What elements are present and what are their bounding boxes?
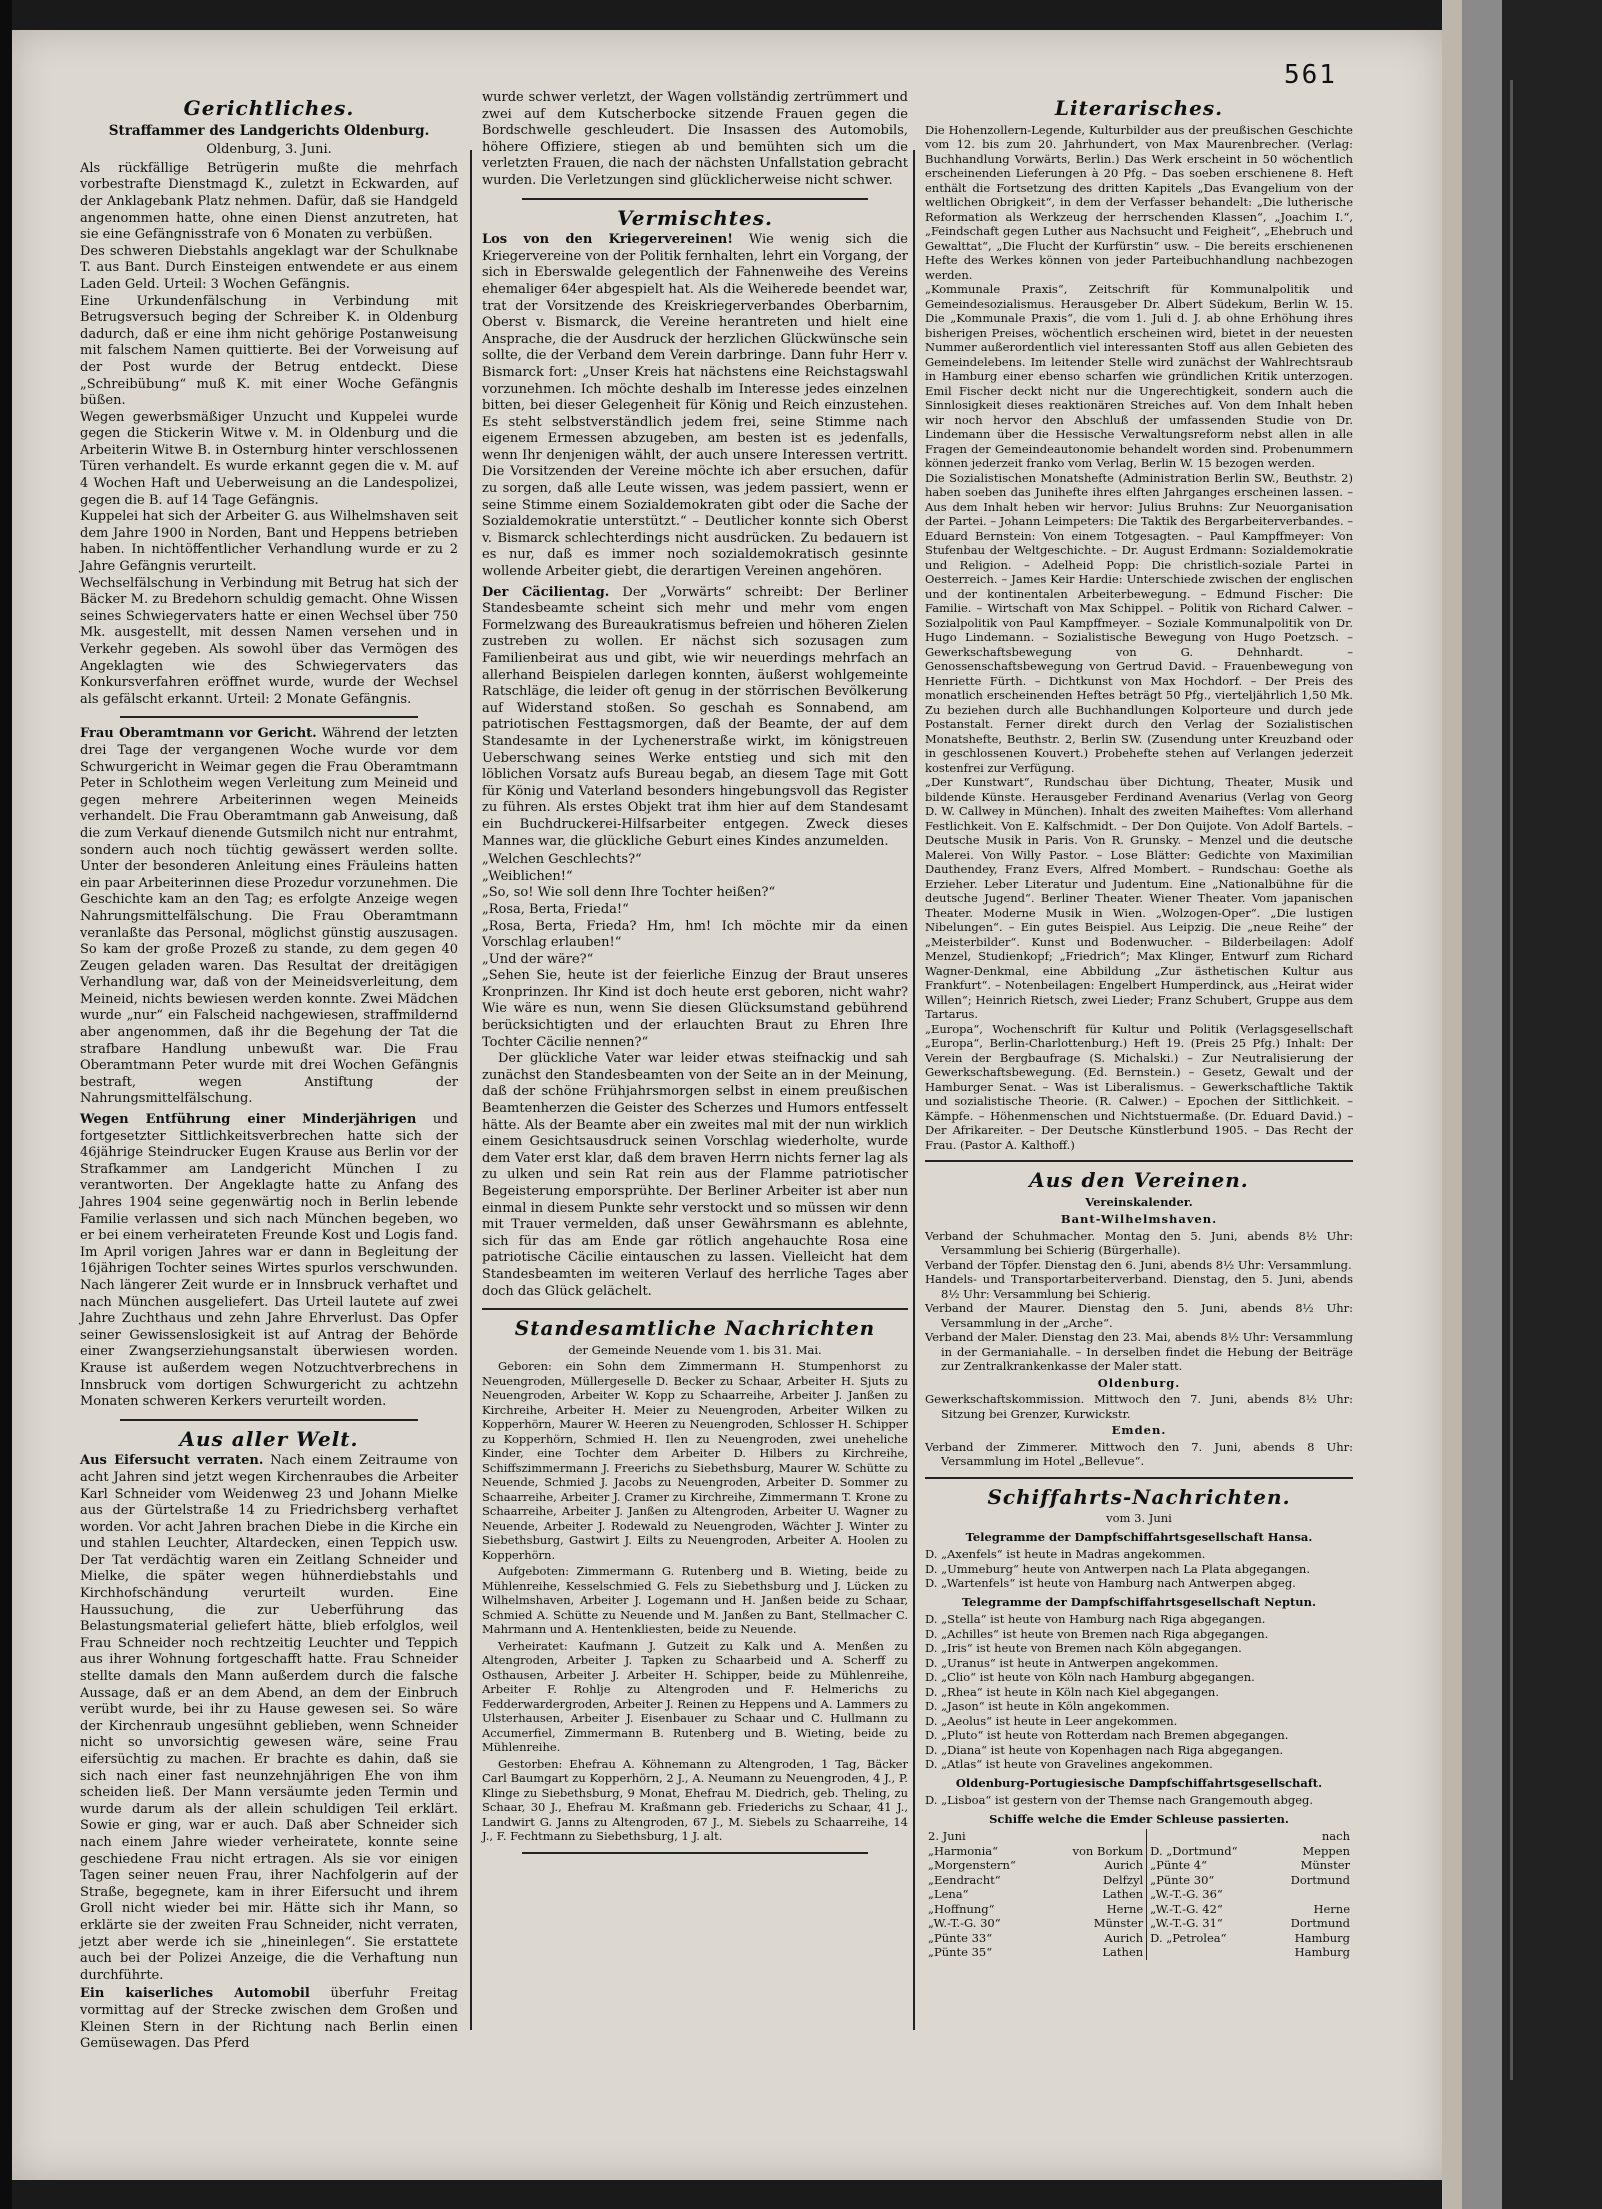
table-row [925,1873,1353,1888]
table-cell: Herne [1106,1901,1144,1916]
table-row [925,1945,1353,1960]
ship-telegram: D. „Wartenfels“ ist heute von Hamburg nach Antwerpen abgeg. [925,1576,1296,1591]
table-cell: „Lena“ [928,1887,969,1902]
meeting-notice: Verband der Schuhmacher. Montag den 5. Juni, abends 8½ Uhr: Versammlung bei Schierig (Bürgerhalle). [925,1228,1353,1258]
telegram-list [925,1547,1353,1591]
article-caecilientag-end: Der glückliche Vater war leider etwas steifnackig und sah zunächst den Standesbeamten von der Seite an in der Meinung, daß der schöne Frühjahrsmorgen selbst in einem preußischen Beamtenherzen die Geister des Scherzes und Humors entfesselt hätte. Als der Beamte aber ein zweites mal mit der nun wirklich einem Gesichtsausdruck seinen Vorschlag wiederholte, wurde dem Vater erst klar, daß dem braven Herrn nichts ferner lag als zu ulken und sein Rat rein aus der Flamme patriotischer Begeisterung emporsprühte. Der Berliner Arbeiter ist aber nun einmal in diesem Punkte sehr verstockt und so müssen wir denn mit Trauer vermelden, daß unser Gewährsmann es ablehnte, sich für das am Ende gar rötlich angehauchte Rosa eine patriotische Cäcilie eintauschen zu lassen. Vielleicht hat dem Standesbeamten im weiteren Verlauf des herrliche Tages aber doch das Glück gelächelt. [482,1051,908,1299]
ship-telegram: D. „Jason“ ist heute in Köln angekommen. [925,1699,1170,1714]
page-edge [1442,0,1462,2209]
article-body: Wie wenig sich die Kriegervereine von der Politik fernhalten, lehrt ein Vorgang, der sich in Eberswalde gelegentlich der Fahnenweihe des Vereins ehemaliger 64er abgespielt hat. Als die Weiherede beendet war, trat der Vorsitzende des Kreiskriegerverbandes Oberbarnim, Oberst v. Bismarck, die Vereine herantreten und hielt eine Ansprache, die der Ausdruck der herzlichen Glückwünsche sein sollte, die der Verband dem Verein darbringe. Dann fuhr Herr v. Bismarck fort: „Unser Kreis hat nächstens eine Reichstagswahl vorzunehmen. Ich möchte deshalb im Interesse jedes einzelnen bitten, bei dieser Gelegenheit für König und Reich einzustehen. Es steht selbstverständlich jedem frei, seine Stimme nach eigenem Ermessen abzugeben, am besten ist es jedenfalls, wenn Ihr denjenigen wählt, der auch unsere Interessen vertritt. Die Vorsitzenden der Vereine möchte ich aber ersuchen, dafür zu sorgen, daß alle Leute wissen, was jedem passiert, wenn er seine Stimme einem Sozialdemokraten gibt oder die Sache der Sozialdemokratie unterstützt.“ – Deutlicher konnte sich Oberst v. Bismarck schlechterdings nicht ausdrücken. Zu bedauern ist es nur, daß es immer noch sozialdemokratisch gesinnte wollende Arbeiter giebt, die derartigen Vereinen angehören. [482,232,908,580]
table-cell: Aurich [1104,1930,1144,1945]
ship-telegram: D. „Clio“ ist heute von Köln nach Hamburg abgegangen. [925,1670,1255,1685]
table-header-cell: 2. Juni [928,1829,966,1844]
place-heading: Emden. [1111,1423,1167,1438]
table-row [925,1902,1353,1917]
table-cell: Hamburg [1294,1930,1350,1945]
binding-crease [1510,80,1513,2080]
section-title-gerichtliches: Gerichtliches. [183,96,355,120]
divider [925,1477,1353,1479]
table-row [925,1887,1353,1902]
ship-telegram: D. „Atlas“ ist heute von Gravelines angekommen. [925,1757,1213,1772]
column-rule-right [913,150,915,2030]
telegram-list [925,1793,1353,1808]
table-row [925,1931,1353,1946]
article-lead: Los von den Kriegervereinen! [482,232,733,248]
column-rule-left [470,150,472,2030]
book-review: „Europa“, Wochenschrift für Kultur und Politik (Verlagsgesellschaft „Europa“, Berlin-Charlottenburg.) Heft 19. (Preis 25 Pfg.) Inhalt: Der Verein der Bergbaufrage (S. Michalski.) – Zur Neutralisierung der Gewerkschaftsbewegung. (Ed. Bernstein.) – Gesetz, Gewalt und der Hamburger Senat. – Was ist Liberalismus. – Gewerkschaftliche Taktik und sozialistische Theorie. (R. Calwer.) – Epochen der Sittlichkeit. – Kämpfe. – Höhenmenschen und Nichtstuermaße. (Dr. Eduard David.) – Der Afrikareiter. – Der Deutsche Künstlerbund 1905. – Das Recht der Frau. (Pastor A. Kalthoff.) [925,1021,1353,1152]
article-entfuehrung [80,1112,458,1411]
ship-telegram: D. „Aeolus“ ist heute in Leer angekommen. [925,1713,1178,1728]
table-cell: D. „Petrolea“ [1147,1931,1269,1946]
ship-telegram: D. „Rhea“ ist heute in Köln nach Kiel abgegangen. [925,1684,1219,1699]
table-cell: „W.-T.-G. 42“ [1147,1902,1269,1917]
vereine-list [925,1440,1353,1469]
dialog-line: „So, so! Wie soll denn Ihre Tochter heißen?“ [482,885,776,901]
ship-telegram: D. „Iris“ ist heute von Bremen nach Köln abgegangen. [925,1641,1242,1656]
article-lead: Der Cäcilientag. [482,584,610,600]
meeting-notice: Verband der Maler. Dienstag den 23. Mai, abends 8½ Uhr: Versammlung in der Germaniahalle. – In derselben findet die Hebung der Beiträge zur Zentralkrankenkasse der Maler statt. [925,1330,1353,1374]
book-review: „Der Kunstwart“, Rundschau über Dichtung, Theater, Musik und bildende Künste. Herausgeber Ferdinand Avenarius (Verlag von Georg D. W. Callwey in München). Inhalt des zweiten Maiheftes: Vom allerhand Festlichkeit. Von E. Kalfschmidt. – Der Don Quijote. Von Adolf Bartels. – Deutsche Musik in Paris. Von R. Grunsky. – Menzel und die deutsche Malerei. Von Willy Pastor. – Lose Blätter: Gedichte von Maximilian Dauthendey, Franz Evers, Alfred Mombert. – Rundschau: Goethe als Erzieher. Leber Literatur und Judentum. Eine „Nationalbühne für die deutsche Jugend“. Berliner Theater. Wiener Theater. Vom japanischen Theater. Moderne Musik in Wien. „Wolzogen-Oper“. „Die lustigen Nibelungen“. – Ein gutes Beispiel. Aus Leipzig. Die „neue Reihe“ der „Meisterbilder“. Kunst und Bodenwucher. – Bilderbeilagen: Adolf Menzel, Studienkopf; „Friedrich“; Max Klinger, Entwurf zum Richard Wagner-Denkmal, eine Abbildung „Zur ästhetischen Kultur aus Frankfurt“. – Notenbeilagen: Engelbert Humperdinck, aus „Heirat wider Willen“; Heinrich Rietsch, zwei Lieder; Franz Schubert, Gruppe aus dem Tartarus. [925,775,1353,1022]
table-cell: Münster [1300,1858,1350,1873]
table-cell: Lathen [1102,1887,1144,1902]
article-paragraph: Kuppelei hat sich der Arbeiter G. aus Wilhelmshaven seit dem Jahre 1900 in Norden, Bant und Heppens betrieben haben. In nichtöffentlicher Verhandlung wurde er zu 2 Jahre Gefängnis verurteilt. [80,509,458,575]
ship-telegram: D. „Lisboa“ ist gestern von der Themse nach Grangemouth abgeg. [925,1793,1314,1808]
divider [120,1419,418,1421]
dialog-line: „Sehen Sie, heute ist der feierliche Einzug der Braut unseres Kronprinzen. Ihr Kind ist doch heute erst geboren, nicht wahr? Wie wäre es nun, wenn Sie diesen Glücksumstand gebührend berücksichtigten und der erlauchten Braut zu Ehren Ihre Tochter Cäcilie nennen?“ [482,968,908,1050]
table-cell: „Eendracht“ [928,1872,1001,1887]
divider [522,1852,868,1854]
article-caecilientag [482,585,908,851]
ship-telegram: D. „Ummeburg“ heute von Antwerpen nach La Plata abgegangen. [925,1561,1310,1576]
meeting-notice: Verband der Töpfer. Dienstag den 6. Juni, abends 8½ Uhr: Versammlung. [925,1257,1352,1272]
section-title-vereine: Aus den Vereinen. [1029,1168,1249,1193]
column-right [925,90,1353,1960]
meeting-notice: Verband der Zimmerer. Mittwoch den 7. Juni, abends 8 Uhr: Versammlung im Hotel „Bellevue“. [925,1439,1353,1469]
article-paragraph: Des schweren Diebstahls angeklagt war der Schulknabe T. aus Bant. Durch Einsteigen entwendete er aus einem Laden Geld. Urteil: 3 Wochen Gefängnis. [80,243,458,292]
table-cell: Lathen [1102,1945,1144,1960]
table-cell: Münster [1093,1916,1144,1931]
section-subtitle: Vereinskalender. [1085,1194,1193,1209]
table-cell: „Harmonia“ [928,1843,998,1858]
article-body: Nach einem Zeitraume von acht Jahren sind jetzt wegen Kirchenraubes die Arbeiter Karl Schneider vom Weidenweg 23 und Johann Mielke aus der Gürtelstraße 14 zu Friedrichsberg verhaftet worden. Vor acht Jahren brachen Diebe in die Kirche ein und stahlen Leuchter, Altardecken, einen Teppich usw. Der Tat verdächtig waren ein Zeitlang Schneider und Mielke, die später wegen hühnerdiebstahls und Kirchhofschändung verurteilt wurden. Eine Haussuchung, die zur Ueberführung das Belastungsmaterial geliefert hätte, blieb erfolglos, weil Frau Schneider noch rechtzeitig Leuchter und Teppich aus ihrer Wohnung fortgeschafft hatte. Frau Schneider stellte damals den Mann außerdem durch die falsche Aussage, daß er an dem Abend, an dem der Einbruch verübt wurde, bei ihr zu Hause gewesen sei. So wäre der Kirchenraub ungesühnt geblieben, wenn Schneider nicht so unvorsichtig gewesen wäre, seine Frau eifersüchtig zu machen. Er brachte es dahin, daß sie sich nach einer fast neunzehnjährigen Ehe von ihm scheiden ließ. Der Mann versäumte jeden Termin und wurde darum als der allein schuldigen Teil erklärt. Sowie er ging, war er auch. Daß aber Schneider sich nach einem Jahre wieder verheiratete, konnte seine geschiedene Frau nicht ertragen. Als sie vor einigen Tagen seiner neuen Frau, ihrer Nachfolgerin auf der Straße, begegnete, kam in ihrer Eifersucht und ihrem Groll nicht wieder bei mir. Hätte sich ihr Mann, so erklärte sie der zweiten Frau Schneider, nicht verraten, jetzt aber werde ich sie „hineinlegen“. Sie erstattete auch bei der Polizei Anzeige, die die Verhaftung nun durchführte. [80,1453,458,1983]
standesamt-verheiratet: Verheiratet: Kaufmann J. Gutzeit zu Kalk und A. Menßen zu Altengroden, Arbeiter J. Tapken zu Schaarbeid und A. Scherff zu Osthausen, Arbeiter J. Arbeiter H. Schipper, beide zu Mühlenreihe, Arbeiter F. Rohlje zu Altengroden und F. Helmerichs zu Fedderwardergroden, Arbeiter J. Reinen zu Heppens und A. Lammers zu Ulsterhausen, Arbeiter J. Eisenbauer zu Schaar und C. Hullmann zu Accumerfiel, Zimmermann B. Rutenberg und B. Wieting, beide zu Mühlenreihe. [482,1638,908,1755]
book-review: Die Sozialistischen Monatshefte (Administration Berlin SW., Beuthstr. 2) haben soeben das Junihefte ihres elften Jahrganges erscheinen lassen. – Aus dem Inhalt heben wir hervor: Julius Bruhns: Zur Neuorganisation der Partei. – Johann Leimpeters: Die Taktik des Bergarbeiterverbandes. – Eduard Bernstein: Von einem Totgesagten. – Paul Kampffmeyer: Von Stufenbau der Weltgeschichte. – Dr. August Erdmann: Sozialdemokratie und Religion. – Adelheid Popp: Die christlich-soziale Partei in Oesterreich. – James Keir Hardie: Unterschiede zwischen der englischen und der kontinentalen Arbeiterbewegung. – Edmund Fischer: Die Familie. – Wirtschaft von Max Schippel. – Politik von Richard Calwer. – Sozialpolitik von Paul Kampffmeyer. – Soziale Kommunalpolitik von Dr. Hugo Lindemann. – Sozialistische Bewegung von Hugo Poetzsch. – Gewerkschaftsbewegung von G. Dehnhardt. – Genossenschaftsbewegung von Gertrud David. – Frauenbewegung von Henriette Fürth. – Dichtkunst von Max Hochdorf. – Der Preis des monatlich erscheinenden Heftes beträgt 50 Pfg., vierteljährlich 1,50 Mk. Zu beziehen durch alle Buchhandlungen Kolporteure und durch jede Postanstalt. Ferner direkt durch den Verlag der Sozialistischen Monatshefte, Beuthstr. 2, Berlin SW. (Zusendung unter Kreuzband oder in geschlossenen Kouvert.) Probehefte stehen auf Verlangen jederzeit kostenfrei zur Verfügung. [925,470,1353,775]
section-title-standesamt: Standesamtliche Nachrichten [514,1316,876,1341]
table-cell: „Hoffnung“ [928,1901,995,1916]
table-cell: Delfzyl [1102,1872,1144,1887]
meeting-notice: Gewerkschaftskommission. Mittwoch den 7. Juni, abends 8½ Uhr: Sitzung bei Grenzer, Kurwickstr. [925,1392,1353,1421]
article-body: Während der letzten drei Tage der vergangenen Woche wurde vor dem Schwurgericht in Weimar gegen die Frau Oberamtmann Peter in Schlotheim wegen Verleitung zum Meineid und gegen mehrere Arbeiterinnen wegen Meineids verhandelt. Die Frau Oberamtmann gab Anweisung, daß die zum Verkauf dienende Gutsmilch nicht nur entrahmt, sondern auch noch tüchtig gewässert werden sollte. Unter der besonderen Anleitung eines Fräuleins hatten ein paar Arbeiterinnen diese Prozedur vorzunehmen. Die Geschichte kam an den Tag; es erfolgte Anzeige wegen Nahrungsmittelfälschung. Die Frau Oberamtmann veranlaßte das Personal, möglichst günstig auszusagen. So kam der große Prozeß zu stande, zu dem gegen 40 Zeugen geladen waren. Das Resultat der dreitägigen Verhandlung war, daß von der Meineidsverleitung, dem Meineid, nichts bewiesen werden konnte. Zwei Mädchen wurde „nur“ ein Falscheid nachgewiesen, straffmildernd aber angenommen, daß ihr die Begehung der Tat die strafbare Handlung unbewußt war. Die Frau Oberamtmann Peter wurde mit drei Wochen Gefängnis bestraft, wegen Anstiftung der Nahrungsmittelfälschung. [80,726,458,1107]
telegram-heading: Telegramme der Dampfschiffahrtsgesellschaft Hansa. [965,1529,1313,1544]
dateline: Oldenburg, 3. Juni. [206,142,332,158]
section-title-aus-aller-welt: Aus aller Welt. [179,1426,359,1451]
table-header-row [925,1829,1353,1844]
article-body: und fortgesetzter Sittlichkeitsverbrechen hatte sich der 46jährige Steindrucker Eugen Krause aus Berlin vor der Strafkammer am Landgericht München I zu verantworten. Der Angeklagte hatte zu Anfang des Jahres 1904 seine gegenwärtig noch in Berlin lebende Familie verlassen und sich nach München begeben, wo er bei einem verheirateten Freunde Kost und Logis fand. Im April vorigen Jahres war er dann in Begleitung der 16jährigen Tochter seines Wirtes spurlos verschwunden. Nach längerer Zeit wurde er in Innsbruck verhaftet und nach München ausgeliefert. Das Urteil lautete auf zwei Jahre Zuchthaus und zehn Jahre Ehrverlust. Das Opfer seiner Gewissenslosigkeit ist auf Antrag der Behörde einer Zwangserziehungsanstalt überwiesen worden. Krause ist außerdem wegen Notzuchtverbrechens in Innsbruck vom dortigen Schwurgericht zu achtzehn Monaten schweren Kerkers verurteilt worden. [80,1112,458,1410]
book-binding [1502,0,1602,2209]
table-cell: „W.-T.-G. 36“ [1147,1887,1269,1902]
section-title-literarisches: Literarisches. [1054,96,1224,120]
meeting-notice: Verband der Maurer. Dienstag den 5. Juni, abends 8½ Uhr: Versammlung in der „Arche“. [925,1301,1353,1330]
section-subtitle: der Gemeinde Neuende vom 1. bis 31. Mai. [568,1342,822,1357]
ship-telegram: D. „Uranus“ ist heute in Antwerpen angekommen. [925,1655,1219,1670]
standesamt-gestorben: Gestorben: Ehefrau A. Köhnemann zu Altengroden, 1 Tag, Bäcker Carl Baumgart zu Kopperhörn, 2 J., A. Neumann zu Neuengroden, 4 J., P. Klinge zu Siebethsburg, 9 Monat, Ehefrau M. Diedrich, geb. Theling, zu Schaar, 30 J., Ehefrau M. Kraßmann geb. Friederichs zu Schaar, 41 J., Landwirt G. Janns zu Altengroden, 67 J., M. Siebels zu Schaarreihe, 14 J., F. Fechtmann zu Siebethsburg, 1 J. alt. [482,1756,908,1844]
article-paragraphs [80,161,458,709]
article-lead: Frau Oberamtmann vor Gericht. [80,726,317,742]
vereine-list [925,1229,1353,1374]
place-heading: Bant-Wilhelmshaven. [1060,1212,1218,1227]
place-heading: Oldenburg. [1097,1375,1181,1390]
dialog-line: „Rosa, Berta, Frieda!“ [482,901,629,917]
dialog-lines [482,852,908,1051]
table-header-cell: nach [1147,1829,1353,1844]
table-cell: D. „Dortmund“ [1147,1844,1269,1859]
emder-schleuse-table [925,1829,1353,1960]
divider [925,1160,1353,1162]
article-eifersucht [80,1453,458,1984]
telegram-heading: Oldenburg-Portugiesische Dampfschiffahrtsgesellschaft. [955,1775,1323,1790]
dialog-line: „Rosa, Berta, Frieda? Hm, hm! Ich möchte mir da einen Vorschlag erlauben!“ [482,918,908,951]
book-review: Die Hohenzollern-Legende, Kulturbilder aus der preußischen Geschichte vom 12. bis zum 20. Jahrhundert, von Max Maurenbrecher. (Verlag: Buchhandlung Vorwärts, Berlin.) Das Werk erscheint in 50 wöchentlich erscheinenden Lieferungen à 20 Pfg. – Das soeben erschienene 8. Heft enthält die Fortsetzung des dritten Kapitels „Das Evangelium von der weltlichen Obrigkeit“, in dem der Verfasser behandelt: „Die lutherische Reformation als Werkzeug der herrschenden Klassen“, „Joachim I.“, „Feindschaft gegen Luther aus Nachsucht und Feigheit“, „Ehebruch und Gewalttat“, „Die Flucht der Kurfürstin“ usw. – Die bereits erschienenen Hefte des Werkes können von jeder Parteibuchhandlung nachbezogen werden. [925,122,1353,282]
section-subtitle: Straffammer des Landgerichts Oldenburg. [108,122,430,139]
table-cell: Meppen [1302,1843,1350,1858]
table-row [925,1916,1353,1931]
article-lead: Aus Eifersucht verraten. [80,1453,264,1469]
ship-telegram: D. „Axenfels“ ist heute in Madras angekommen. [925,1547,1206,1562]
table-cell: Herne [1313,1901,1350,1916]
divider [522,198,868,200]
article-body: überfuhr Freitag vormittag auf der Strecke zwischen dem Großen und Kleinen Stern in der Richtung nach Berlin einen Gemüsewagen. Das Pferd [80,1986,458,2052]
table-cell: Dortmund [1290,1916,1350,1931]
dialog-line: „Welchen Geschlechts?“ [482,852,642,868]
article-kriegervereine [482,232,908,580]
table-cell: „Morgenstern“ [928,1858,1016,1873]
article-lead: Ein kaiserliches Automobil [80,1986,310,2002]
page-number: 561 [1284,60,1337,90]
schiffahrt-date: vom 3. Juni [1106,1511,1172,1526]
table-cell [1147,1945,1269,1960]
book-review: „Kommunale Praxis“, Zeitschrift für Kommunalpolitik und Gemeindesozialismus. Herausgeber Dr. Albert Südekum, Berlin W. 15. Die „Kommunale Praxis“, die vom 1. Juli d. J. ab ohne Erhöhung ihres bisherigen Preises, wöchentlich erscheinen wird, bietet in der neuesten Nummer außerordentlich viel interessanten Stoff aus allen Gebieten des Gemeindelebens. Im leitender Stelle wird zunächst der Wahlrechtsraub in Hamburg einer ebenso scharfen wie gründlichen Kritik unterzogen. Emil Fischer deckt nicht nur die Ungerechtigkeit, sondern auch die Sinnlosigkeit dieses reaktionären Streiches auf. Von dem Inhalt heben wir noch hervor den Abschluß der umfassenden Studie von Dr. Lindemann über die Hessische Verwaltungsreform nebst allen in alle Fragen der Gemeindeautonomie behandelt worden sind. Probenummern können jederzeit franko vom Verlag, Berlin W. 15 bezogen werden. [925,282,1353,471]
ship-telegram: D. „Diana“ ist heute von Kopenhagen nach Riga abgegangen. [925,1742,1284,1757]
dialog-line: „Weiblichen!“ [482,868,573,884]
divider [482,1308,908,1310]
telegram-list [925,1612,1353,1772]
article-paragraph: Eine Urkundenfälschung in Verbindung mit Betrugsversuch beging der Schreiber K. in Oldenburg dadurch, daß er eine ihm nicht gehörige Postanweisung mit falschem Namen quittierte. Bei der Vorweisung auf der Post wurde der Betrug entdeckt. Diese „Schreibübung“ muß K. mit einer Woche Gefängnis büßen. [80,293,458,409]
table-cell: Aurich [1104,1858,1144,1873]
article-automobil-continued: wurde schwer verletzt, der Wagen vollständig zertrümmert und zwei auf dem Kutscherbocke sitzende Frauen gegen die Bordschwelle geschleudert. Die Insassen des Automobils, höhere Offiziere, stiegen ab und bemühten sich um die verletzten Frauen, die nach der nächsten Unfallstation gebracht wurden. Die Verletzungen sind glücklicherweise nicht schwer. [482,90,908,188]
article-lead: Wegen Entführung einer Minderjährigen [80,1112,417,1128]
article-paragraph: Wechselfälschung in Verbindung mit Betrug hat sich der Bäcker M. zu Bredehorn schuldig gemacht. Ohne Wissen seines Schwiegervaters hatte er einen Wechsel über 750 Mk. ausgestellt, mit dessen Namen versehen und in Verkehr gegeben. Als sowohl über das Vermögen des Angeklagten wie des Schwiegervaters das Konkursverfahren eröffnet wurde, wurde der Wechsel als gefälscht erkannt. Urteil: 2 Monate Gefängnis. [80,575,458,707]
telegram-heading: Telegramme der Dampfschiffahrtsgesellschaft Neptun. [961,1594,1317,1609]
table-cell: „Pünte 30“ [1147,1873,1269,1888]
vereine-list [925,1392,1353,1421]
literarisches-items [925,123,1353,1153]
section-title-schiffahrt: Schiffahrts-Nachrichten. [987,1484,1291,1509]
table-cell: „W.-T.-G. 30“ [928,1916,1001,1931]
article-body: Der „Vorwärts“ schreibt: Der Berliner Standesbeamte scheint sich mehr und mehr vom engen Formelzwang des Bureaukratismus befreien und höheren Zielen zustreben zu wollen. Er nächst sich sozusagen zum Familienbeirat aus und gibt, wie wir neuerdings mehrfach an allerhand Beispielen darlegen konnten, äußerst wohlgemeinte Ratschläge, die leider oft genug in der störrischen Bevölkerung auf Widerstand stoßen. So geschah es Sonnabend, am patriotischen Festtagsmorgen, daß der Beamte, der auf dem Standesamte in der Lychenerstraße wirkt, im königstreuen Ueberschwang seines Werke entstieg und sich mit den löblichen Vorsatz aufs Bureau begab, an diesem Tage mit Gott für König und Vaterland besonders hingebungsvoll das Register zu führen. Als erstes Objekt trat ihm hier auf dem Standesamt ein Buchdruckerei-Hilfsarbeiter entgegen. Zweck dieses Mannes war, die glückliche Geburt eines Kindes anzumelden. [482,584,908,849]
left-scan-border [0,0,12,2209]
meeting-notice: Handels- und Transportarbeiterverband. Dienstag, den 5. Juni, abends 8½ Uhr: Versammlung bei Schierig. [925,1272,1353,1301]
divider [120,716,418,718]
table-cell: „Pünte 4“ [1147,1858,1269,1873]
article-oberamtmann [80,726,458,1108]
standesamt-geboren: Geboren: ein Sohn dem Zimmermann H. Stumpenhorst zu Neuengroden, Müllergeselle D. Becker zu Schaar, Arbeiter H. Sjuts zu Neuengroden, Arbeiter W. Kopp zu Schaarreihe, Arbeiter J. Janßen zu Kirchreihe, Arbeiter H. Meier zu Neuengroden, Arbeiter Wilken zu Kopperhörn, Maurer W. Heeren zu Neuengroden, Schlosser H. Schipper zu Kopperhörn, Schmied H. Ilen zu Neuengroden, zwei uneheliche Kinder, eine Tochter dem Arbeiter D. Hilbers zu Kirchreihe, Schiffszimmermann J. Freerichs zu Siebethsburg, Maurer W. Schütte zu Neuende, Schmied J. Jacobs zu Neuengroden, Arbeiter D. Sommer zu Schaarreihe, Arbeiter J. Cramer zu Kirchreihe, Zimmermann T. Krone zu Schaarreihe, Arbeiter J. Janßen zu Altengroden, Arbeiter U. Wagner zu Neuende, Arbeiter J. Rodewald zu Neuengroden, Wächter J. Winter zu Siebethsburg, Gastwirt J. Eilts zu Neuengroden, Arbeiter A. Hoolen zu Kopperhörn. [482,1359,908,1562]
table-cell: „Pünte 35“ [928,1945,993,1960]
table-row [925,1858,1353,1873]
article-automobil [80,1986,458,2052]
table-cell: Hamburg [1294,1945,1350,1960]
telegram-heading: Schiffe welche die Emder Schleuse passierten. [989,1811,1289,1826]
dialog-line: „Und der wäre?“ [482,951,594,967]
column-middle [482,90,908,1862]
stacked-page-edges [1462,0,1502,2209]
table-cell: von Borkum [1072,1843,1144,1858]
article-paragraph: Wegen gewerbsmäßiger Unzucht und Kuppelei wurde gegen die Stickerin Witwe v. M. in Oldenburg und die Arbeiterin Witwe B. in Osternburg hinter verschlossenen Türen verhandelt. Es wurde erkannt gegen die v. M. auf 4 Wochen Haft und Ueberweisung an die Landespolizei, gegen die B. auf 14 Tage Gefängnis. [80,409,458,508]
standesamt-aufgeboten: Aufgeboten: Zimmermann G. Rutenberg und B. Wieting, beide zu Mühlenreihe, Kesselschmied G. Fels zu Siebethsburg und J. Lücken zu Wilhelmshaven, Arbeiter J. Logemann und H. Janßen beide zu Schaar, Schmied A. Schütte zu Neuende und M. Janßen zu Bant, Stellmacher C. Mahrmann und A. Hentenkliesten, beide zu Neuende. [482,1564,908,1637]
ship-telegram: D. „Achilles“ ist heute von Bremen nach Riga abgegangen. [925,1626,1269,1641]
ship-telegram: D. „Stella“ ist heute von Hamburg nach Riga abgegangen. [925,1612,1266,1627]
ship-telegram: D. „Pluto“ ist heute von Rotterdam nach Bremen abgegangen. [925,1728,1289,1743]
table-cell: Dortmund [1290,1872,1350,1887]
table-row [925,1844,1353,1859]
article-paragraph: Als rückfällige Betrügerin mußte die mehrfach vorbestrafte Dienstmagd K., zuletzt in Eckwarden, auf der Anklagebank Platz nehmen. Dafür, daß sie Handgeld angenommen hatte, ohne einen Dienst anzutreten, hat sie eine Gefängnisstrafe von 6 Monaten zu verbüßen. [80,160,458,243]
table-cell [1268,1887,1353,1902]
table-cell: „Pünte 33“ [928,1930,993,1945]
section-title-vermischtes: Vermischtes. [617,205,773,230]
column-left [80,90,458,2055]
table-cell: „W.-T.-G. 31“ [1147,1916,1269,1931]
